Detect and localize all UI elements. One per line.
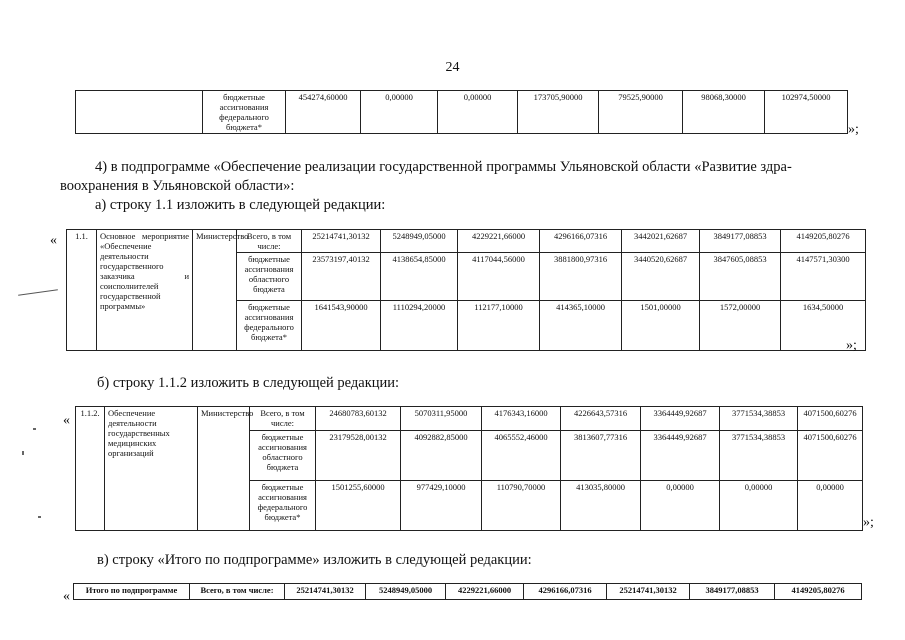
table-cell: 98068,30000 (683, 91, 765, 134)
table-cell: 0,00000 (720, 481, 798, 531)
table-cell: 4071500,60276 (798, 407, 863, 431)
table-cell: 4092882,85000 (401, 431, 482, 481)
opening-quote: « (50, 233, 57, 248)
paragraph-4-line-2: воохранения в Ульяновской области»: (60, 178, 295, 194)
table-cell: 24680783,60132 (316, 407, 401, 431)
table-cell: 3442021,62687 (622, 230, 700, 253)
table-cell: 3364449,92687 (641, 431, 720, 481)
table-cell: 3849177,08853 (690, 584, 775, 600)
table-cell: 1641543,90000 (302, 301, 381, 351)
table-cell: 4065552,46000 (482, 431, 561, 481)
table-cell: 5248949,05000 (381, 230, 458, 253)
table-cell: 25214741,30132 (285, 584, 366, 600)
table-cell: 4229221,66000 (446, 584, 524, 600)
table-cell: 4296166,07316 (540, 230, 622, 253)
budget-table-top (75, 90, 848, 134)
table-cell: 79525,90000 (599, 91, 683, 134)
table-cell: 1110294,20000 (381, 301, 458, 351)
budget-table-1-1-2 (75, 406, 863, 531)
scan-speck (38, 516, 41, 518)
table-cell: 3847605,08853 (700, 253, 781, 301)
table-cell: 4296166,07316 (524, 584, 607, 600)
table-cell: 4149205,80276 (775, 584, 862, 600)
opening-quote: « (63, 413, 70, 428)
measure-name: Обеспечение деятельности государственных медицинских организаций (105, 407, 198, 531)
table-cell: 3364449,92687 (641, 407, 720, 431)
table-cell: 4176343,16000 (482, 407, 561, 431)
table-cell: 4226643,57316 (561, 407, 641, 431)
budget-source-label: Всего, в том числе: (250, 407, 316, 431)
table-cell: 5248949,05000 (366, 584, 446, 600)
paragraph-4-line-1: 4) в подпрограмме «Обеспечение реализации государственной программы Ульяновской области «Развитие здра- (95, 159, 792, 175)
budget-source-label: бюджетные ассигнования областного бюджета (250, 431, 316, 481)
table-cell: 454274,60000 (286, 91, 361, 134)
table-cell: 0,00000 (641, 481, 720, 531)
table-cell: 4071500,60276 (798, 431, 863, 481)
budget-source-label: бюджетные ассигнования федерального бюджета* (237, 301, 302, 351)
table-cell: 3849177,08853 (700, 230, 781, 253)
table-cell: 23573197,40132 (302, 253, 381, 301)
paragraph-b: б) строку 1.1.2 изложить в следующей редакции: (97, 375, 400, 391)
table-cell: 1634,50000 (781, 301, 866, 351)
scan-mark (18, 289, 58, 296)
table-cell: 0,00000 (361, 91, 438, 134)
table-cell: 414365,10000 (540, 301, 622, 351)
table-cell: 112177,10000 (458, 301, 540, 351)
total-table (73, 583, 862, 600)
closing-quote: »; (848, 122, 859, 137)
table-cell: 4117044,56000 (458, 253, 540, 301)
table-cell: 23179528,00132 (316, 431, 401, 481)
closing-quote: »; (863, 515, 874, 530)
table-cell: 1501,00000 (622, 301, 700, 351)
table-cell: 173705,90000 (518, 91, 599, 134)
total-label: Итого по подпрограмме (74, 584, 190, 600)
measure-name: Основное мероприятие «Обеспечение деятельности государственного заказчика и соисполнителей государственной программы» (97, 230, 193, 351)
table-cell: 25214741,30132 (302, 230, 381, 253)
page-number: 24 (445, 60, 460, 75)
table-cell: 4229221,66000 (458, 230, 540, 253)
paragraph-c: в) строку «Итого по подпрограмме» изложить в следующей редакции: (97, 552, 532, 568)
budget-table-1-1 (66, 229, 866, 351)
table-cell: 110790,70000 (482, 481, 561, 531)
scan-speck (22, 451, 24, 455)
table-cell: 4147571,30300 (781, 253, 866, 301)
table-cell: 25214741,30132 (607, 584, 690, 600)
opening-quote: « (63, 589, 70, 604)
table-cell: 3771534,38853 (720, 407, 798, 431)
table-cell: 102974,50000 (765, 91, 848, 134)
executor: Министерство (198, 407, 250, 531)
executor: Министерство (193, 230, 237, 351)
table-cell: 3881800,97316 (540, 253, 622, 301)
table-cell: 0,00000 (798, 481, 863, 531)
table-cell: 3813607,77316 (561, 431, 641, 481)
table-cell: 5070311,95000 (401, 407, 482, 431)
paragraph-a: а) строку 1.1 изложить в следующей редакции: (95, 197, 386, 213)
budget-source-label: бюджетные ассигнования федерального бюджета* (250, 481, 316, 531)
table-cell: 1572,00000 (700, 301, 781, 351)
table-cell: 4149205,80276 (781, 230, 866, 253)
row-number: 1.1. (67, 230, 97, 351)
budget-source-label: бюджетные ассигнования федерального бюджета* (203, 91, 286, 134)
table-cell: 413035,80000 (561, 481, 641, 531)
table-cell: 3440520,62687 (622, 253, 700, 301)
budget-source-label: Всего, в том числе: (237, 230, 302, 253)
table-cell: 3771534,38853 (720, 431, 798, 481)
closing-quote: »; (846, 338, 857, 353)
budget-source-label: бюджетные ассигнования областного бюджета (237, 253, 302, 301)
table-cell: 977429,10000 (401, 481, 482, 531)
table-cell: 4138654,85000 (381, 253, 458, 301)
table-cell: 1501255,60000 (316, 481, 401, 531)
name-cell (76, 91, 203, 134)
budget-source-label: Всего, в том числе: (190, 584, 285, 600)
table-cell: 0,00000 (438, 91, 518, 134)
row-number: 1.1.2. (76, 407, 105, 531)
scan-speck (33, 428, 36, 430)
